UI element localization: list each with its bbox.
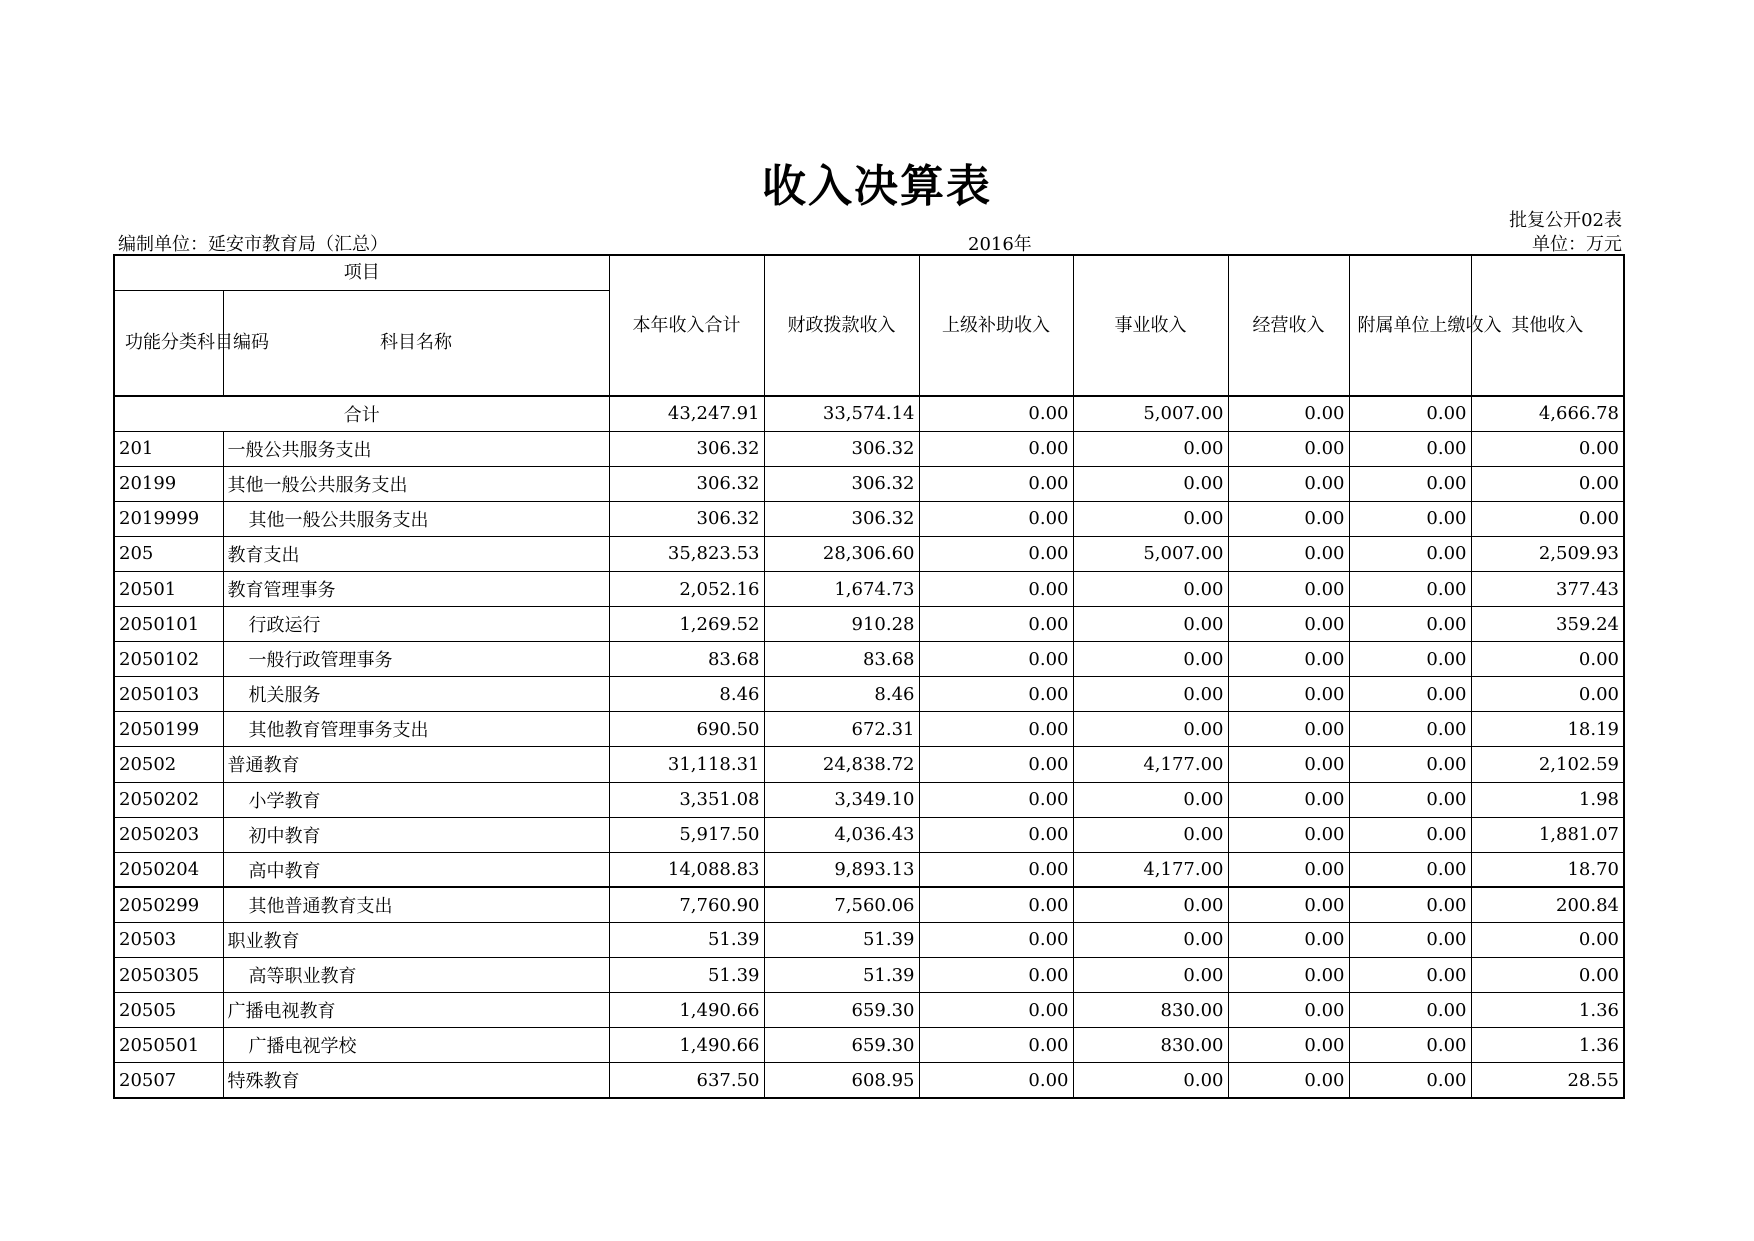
row-value: 0.00	[1073, 922, 1228, 957]
row-value: 31,118.31	[609, 747, 764, 782]
row-value: 1.36	[1471, 1028, 1624, 1063]
row-name: 高中教育	[223, 852, 609, 887]
row-code: 2019999	[114, 501, 223, 536]
row-value: 0.00	[1349, 922, 1471, 957]
table-row	[114, 1063, 1624, 1098]
row-value: 0.00	[1228, 782, 1349, 817]
row-value: 377.43	[1471, 571, 1624, 606]
header-business: 事业收入	[1073, 255, 1228, 396]
row-value: 0.00	[1471, 431, 1624, 466]
row-value: 4,177.00	[1073, 747, 1228, 782]
row-value: 659.30	[764, 993, 919, 1028]
table-row	[114, 1028, 1624, 1063]
row-value: 1,490.66	[609, 993, 764, 1028]
row-value: 0.00	[1073, 677, 1228, 712]
row-code: 2050199	[114, 712, 223, 747]
row-value: 0.00	[1349, 958, 1471, 993]
row-value: 0.00	[1228, 922, 1349, 957]
row-value: 0.00	[1228, 431, 1349, 466]
row-value: 0.00	[1228, 747, 1349, 782]
total-value: 0.00	[919, 396, 1073, 431]
row-code: 2050204	[114, 852, 223, 887]
row-value: 9,893.13	[764, 852, 919, 887]
total-value: 0.00	[1228, 396, 1349, 431]
total-value: 43,247.91	[609, 396, 764, 431]
row-code: 2050102	[114, 642, 223, 677]
row-name: 小学教育	[223, 782, 609, 817]
row-value: 0.00	[919, 536, 1073, 571]
row-value: 0.00	[919, 501, 1073, 536]
row-value: 0.00	[919, 887, 1073, 922]
row-value: 0.00	[1471, 922, 1624, 957]
row-value: 0.00	[1228, 852, 1349, 887]
row-value: 28.55	[1471, 1063, 1624, 1098]
row-value: 0.00	[1349, 466, 1471, 501]
row-value: 0.00	[1349, 993, 1471, 1028]
row-value: 83.68	[609, 642, 764, 677]
row-code: 20505	[114, 993, 223, 1028]
row-value: 51.39	[609, 922, 764, 957]
row-value: 1.36	[1471, 993, 1624, 1028]
row-value: 637.50	[609, 1063, 764, 1098]
page-title: 收入决算表	[762, 161, 992, 212]
row-value: 24,838.72	[764, 747, 919, 782]
row-name: 初中教育	[223, 817, 609, 852]
row-value: 18.19	[1471, 712, 1624, 747]
table-row	[114, 747, 1624, 782]
row-name: 其他一般公共服务支出	[223, 466, 609, 501]
header-item: 项目	[114, 255, 609, 290]
row-value: 0.00	[1349, 677, 1471, 712]
total-value: 4,666.78	[1471, 396, 1624, 431]
row-value: 0.00	[1228, 536, 1349, 571]
row-value: 200.84	[1471, 887, 1624, 922]
row-value: 28,306.60	[764, 536, 919, 571]
row-value: 0.00	[1349, 747, 1471, 782]
row-code: 2050203	[114, 817, 223, 852]
row-value: 0.00	[1228, 1028, 1349, 1063]
row-value: 0.00	[919, 607, 1073, 642]
header-name: 科目名称	[223, 290, 609, 396]
row-value: 3,349.10	[764, 782, 919, 817]
row-value: 0.00	[919, 642, 1073, 677]
header-operating: 经营收入	[1228, 255, 1349, 396]
row-value: 0.00	[1228, 712, 1349, 747]
row-value: 306.32	[609, 501, 764, 536]
row-code: 20199	[114, 466, 223, 501]
table-row	[114, 852, 1624, 887]
row-value: 4,036.43	[764, 817, 919, 852]
row-code: 2050305	[114, 958, 223, 993]
row-value: 0.00	[1228, 677, 1349, 712]
table-body	[114, 396, 1624, 1098]
row-code: 2050299	[114, 887, 223, 922]
row-value: 0.00	[919, 431, 1073, 466]
row-value: 51.39	[764, 922, 919, 957]
row-value: 0.00	[1349, 782, 1471, 817]
row-value: 0.00	[1228, 466, 1349, 501]
row-value: 0.00	[1228, 642, 1349, 677]
row-name: 一般公共服务支出	[223, 431, 609, 466]
row-value: 0.00	[1228, 958, 1349, 993]
table-row	[114, 887, 1624, 922]
table-row	[114, 571, 1624, 606]
row-name: 教育管理事务	[223, 571, 609, 606]
currency-unit: 单位：万元	[1532, 234, 1622, 255]
row-value: 0.00	[1228, 1063, 1349, 1098]
row-name: 行政运行	[223, 607, 609, 642]
table-row	[114, 712, 1624, 747]
table-row	[114, 642, 1624, 677]
row-value: 0.00	[1073, 501, 1228, 536]
row-code: 2050202	[114, 782, 223, 817]
table-row	[114, 466, 1624, 501]
total-value: 5,007.00	[1073, 396, 1228, 431]
table-row	[114, 782, 1624, 817]
row-value: 910.28	[764, 607, 919, 642]
header-fiscal: 财政拨款收入	[764, 255, 919, 396]
unit-label: 编制单位：延安市教育局（汇总）	[118, 234, 388, 255]
row-value: 0.00	[1349, 1028, 1471, 1063]
row-value: 0.00	[1349, 431, 1471, 466]
row-value: 0.00	[1073, 712, 1228, 747]
header-affiliated: 附属单位上缴收入	[1349, 255, 1471, 396]
row-value: 306.32	[609, 466, 764, 501]
row-value: 0.00	[919, 747, 1073, 782]
row-value: 359.24	[1471, 607, 1624, 642]
row-value: 0.00	[1471, 501, 1624, 536]
row-value: 0.00	[1073, 958, 1228, 993]
row-code: 20502	[114, 747, 223, 782]
row-value: 608.95	[764, 1063, 919, 1098]
row-value: 7,560.06	[764, 887, 919, 922]
row-value: 1,490.66	[609, 1028, 764, 1063]
row-value: 0.00	[1228, 817, 1349, 852]
row-value: 0.00	[1073, 782, 1228, 817]
row-value: 0.00	[919, 817, 1073, 852]
row-value: 0.00	[1349, 607, 1471, 642]
row-name: 高等职业教育	[223, 958, 609, 993]
row-value: 0.00	[1228, 571, 1349, 606]
row-value: 1,881.07	[1471, 817, 1624, 852]
row-code: 20507	[114, 1063, 223, 1098]
row-value: 7,760.90	[609, 887, 764, 922]
row-value: 0.00	[1471, 958, 1624, 993]
total-row	[114, 396, 1624, 431]
row-name: 机关服务	[223, 677, 609, 712]
row-value: 8.46	[609, 677, 764, 712]
row-value: 690.50	[609, 712, 764, 747]
row-value: 306.32	[609, 431, 764, 466]
row-name: 广播电视教育	[223, 993, 609, 1028]
row-value: 4,177.00	[1073, 852, 1228, 887]
header-superior: 上级补助收入	[919, 255, 1073, 396]
row-value: 83.68	[764, 642, 919, 677]
row-value: 0.00	[1073, 1063, 1228, 1098]
header-other: 其他收入	[1471, 255, 1624, 396]
row-value: 0.00	[1073, 642, 1228, 677]
row-value: 0.00	[919, 782, 1073, 817]
row-value: 0.00	[1471, 466, 1624, 501]
row-code: 205	[114, 536, 223, 571]
row-value: 0.00	[1349, 712, 1471, 747]
row-value: 0.00	[1073, 466, 1228, 501]
row-value: 2,102.59	[1471, 747, 1624, 782]
row-value: 1.98	[1471, 782, 1624, 817]
row-value: 830.00	[1073, 993, 1228, 1028]
row-value: 0.00	[1228, 501, 1349, 536]
table-row	[114, 607, 1624, 642]
row-name: 职业教育	[223, 922, 609, 957]
form-id: 批复公开02表	[1509, 210, 1622, 231]
row-value: 0.00	[919, 993, 1073, 1028]
row-value: 5,917.50	[609, 817, 764, 852]
row-value: 0.00	[1471, 677, 1624, 712]
row-name: 教育支出	[223, 536, 609, 571]
row-value: 0.00	[919, 571, 1073, 606]
row-value: 306.32	[764, 466, 919, 501]
row-code: 201	[114, 431, 223, 466]
total-value: 33,574.14	[764, 396, 919, 431]
row-value: 306.32	[764, 501, 919, 536]
row-value: 672.31	[764, 712, 919, 747]
table-row	[114, 817, 1624, 852]
row-value: 0.00	[919, 1028, 1073, 1063]
row-value: 0.00	[1471, 642, 1624, 677]
row-value: 18.70	[1471, 852, 1624, 887]
row-code: 20501	[114, 571, 223, 606]
table-row	[114, 431, 1624, 466]
row-value: 2,052.16	[609, 571, 764, 606]
row-value: 0.00	[1073, 431, 1228, 466]
row-value: 0.00	[1349, 501, 1471, 536]
row-name: 一般行政管理事务	[223, 642, 609, 677]
row-value: 0.00	[919, 677, 1073, 712]
row-value: 0.00	[1073, 607, 1228, 642]
row-value: 830.00	[1073, 1028, 1228, 1063]
row-code: 2050501	[114, 1028, 223, 1063]
row-value: 1,269.52	[609, 607, 764, 642]
row-value: 0.00	[919, 466, 1073, 501]
row-value: 0.00	[1349, 817, 1471, 852]
row-value: 3,351.08	[609, 782, 764, 817]
row-value: 0.00	[1073, 571, 1228, 606]
row-name: 其他普通教育支出	[223, 887, 609, 922]
row-value: 0.00	[1349, 852, 1471, 887]
table-row	[114, 536, 1624, 571]
row-value: 659.30	[764, 1028, 919, 1063]
row-name: 其他一般公共服务支出	[223, 501, 609, 536]
total-value: 0.00	[1349, 396, 1471, 431]
row-name: 广播电视学校	[223, 1028, 609, 1063]
row-value: 51.39	[764, 958, 919, 993]
row-value: 8.46	[764, 677, 919, 712]
year-label: 2016年	[968, 234, 1032, 255]
table-row	[114, 677, 1624, 712]
row-value: 2,509.93	[1471, 536, 1624, 571]
row-value: 0.00	[1073, 887, 1228, 922]
row-value: 0.00	[919, 852, 1073, 887]
row-value: 0.00	[1349, 887, 1471, 922]
table-row	[114, 958, 1624, 993]
row-value: 0.00	[919, 922, 1073, 957]
row-value: 0.00	[1228, 887, 1349, 922]
row-value: 0.00	[919, 712, 1073, 747]
row-value: 0.00	[1228, 993, 1349, 1028]
row-value: 0.00	[1349, 1063, 1471, 1098]
row-value: 5,007.00	[1073, 536, 1228, 571]
row-value: 14,088.83	[609, 852, 764, 887]
header-code: 功能分类科目编码	[114, 290, 223, 396]
row-value: 35,823.53	[609, 536, 764, 571]
row-value: 306.32	[764, 431, 919, 466]
income-table	[113, 254, 1625, 1099]
row-value: 0.00	[919, 958, 1073, 993]
table-row	[114, 993, 1624, 1028]
row-value: 0.00	[1349, 536, 1471, 571]
row-code: 20503	[114, 922, 223, 957]
row-code: 2050101	[114, 607, 223, 642]
row-name: 特殊教育	[223, 1063, 609, 1098]
row-value: 1,674.73	[764, 571, 919, 606]
header-total: 本年收入合计	[609, 255, 764, 396]
row-code: 2050103	[114, 677, 223, 712]
row-value: 0.00	[919, 1063, 1073, 1098]
row-value: 0.00	[1349, 571, 1471, 606]
row-name: 其他教育管理事务支出	[223, 712, 609, 747]
row-value: 0.00	[1073, 817, 1228, 852]
row-name: 普通教育	[223, 747, 609, 782]
row-value: 51.39	[609, 958, 764, 993]
total-label: 合计	[114, 396, 609, 431]
row-value: 0.00	[1228, 607, 1349, 642]
table-row	[114, 501, 1624, 536]
table-row	[114, 922, 1624, 957]
row-value: 0.00	[1349, 642, 1471, 677]
